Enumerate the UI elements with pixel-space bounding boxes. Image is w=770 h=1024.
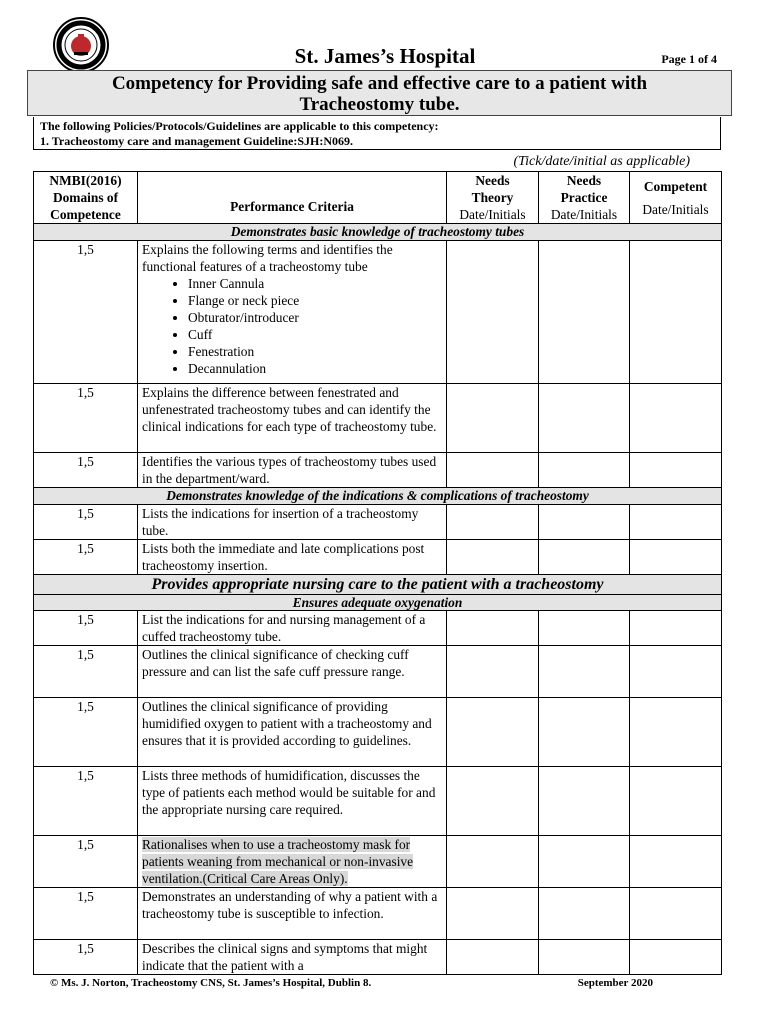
theory-cell[interactable] — [447, 453, 539, 488]
practice-cell[interactable] — [539, 384, 630, 453]
practice-cell[interactable] — [539, 611, 630, 646]
competent-cell[interactable] — [630, 241, 722, 384]
theory-cell[interactable] — [447, 540, 539, 575]
table-row — [34, 540, 722, 575]
practice-cell[interactable] — [539, 505, 630, 540]
practice-cell[interactable] — [539, 836, 630, 888]
header-domain-line: Competence — [50, 207, 121, 222]
header-domain — [34, 172, 138, 224]
table-row — [34, 767, 722, 836]
page-number: Page 1 of 4 — [661, 52, 717, 66]
theory-cell[interactable] — [447, 698, 539, 767]
bullet-item: • Inner Cannula — [188, 275, 444, 292]
policy-box — [33, 117, 721, 150]
hospital-name: St. James’s Hospital — [294, 44, 476, 68]
bullet-item: • Cuff — [188, 326, 444, 343]
table-row — [34, 453, 722, 488]
theory-cell[interactable] — [447, 241, 539, 384]
header-competent-line: Date/Initials — [642, 201, 709, 217]
table-row — [34, 384, 722, 453]
header-domain-line: Domains of — [52, 190, 119, 205]
header-competent — [630, 172, 722, 224]
bullet-item: • Flange or neck piece — [188, 292, 444, 309]
competent-cell[interactable] — [630, 767, 722, 836]
table-row — [34, 836, 722, 888]
section-indications: Demonstrates knowledge of the indications & complications of tracheostomy — [34, 488, 722, 505]
domain-cell: 1,5 — [34, 540, 138, 575]
header-theory-line: Date/Initials — [459, 207, 526, 222]
table-row — [34, 698, 722, 767]
header-practice-line: Needs — [566, 173, 602, 188]
competency-table — [33, 171, 722, 975]
theory-cell[interactable] — [447, 767, 539, 836]
domain-cell: 1,5 — [34, 767, 138, 836]
header-theory-line: Needs — [475, 173, 510, 188]
title-line-1: Competency for Providing safe and effective care to a patient with — [111, 73, 648, 94]
table-row — [34, 888, 722, 940]
competent-cell[interactable] — [630, 453, 722, 488]
criteria-cell: Identifies the various types of tracheostomy tubes used in the department/ward. — [138, 453, 447, 488]
criteria-text: Explains the following terms and identifies the functional features of a tracheostomy tube — [142, 242, 393, 274]
domain-cell: 1,5 — [34, 940, 138, 975]
competent-cell[interactable] — [630, 611, 722, 646]
criteria-cell: Outlines the clinical significance of checking cuff pressure and can list the safe cuff pressure range. — [138, 646, 447, 698]
domain-cell: 1,5 — [34, 698, 138, 767]
section-row — [34, 224, 722, 241]
header-practice-line: Date/Initials — [550, 207, 618, 222]
domain-cell: 1,5 — [34, 241, 138, 384]
practice-cell[interactable] — [539, 540, 630, 575]
criteria-cell: Outlines the clinical significance of providing humidified oxygen to patient with a tracheostomy and ensures that it is provided according to guidelines. — [138, 698, 447, 767]
section-basic-knowledge: Demonstrates basic knowledge of tracheostomy tubes — [34, 224, 722, 241]
document-title — [27, 70, 732, 116]
subsection-oxygenation: Ensures adequate oxygenation — [34, 595, 722, 611]
title-line-2: Tracheostomy tube. — [299, 94, 460, 115]
practice-cell[interactable] — [539, 241, 630, 384]
table-row — [34, 505, 722, 540]
criteria-cell: List the indications for and nursing management of a cuffed tracheostomy tube. — [138, 611, 447, 646]
practice-cell[interactable] — [539, 646, 630, 698]
practice-cell[interactable] — [539, 453, 630, 488]
practice-cell[interactable] — [539, 698, 630, 767]
theory-cell[interactable] — [447, 940, 539, 975]
practice-cell[interactable] — [539, 767, 630, 836]
bullet-item: • Obturator/introducer — [188, 309, 444, 326]
header-domain-line: NMBI(2016) — [49, 173, 122, 188]
bullet-item: • Decannulation — [188, 360, 444, 377]
table-row — [34, 241, 722, 384]
domain-cell: 1,5 — [34, 836, 138, 888]
header-criteria: Performance Criteria — [138, 172, 447, 224]
domain-cell: 1,5 — [34, 888, 138, 940]
policy-line-2: 1. Tracheostomy care and management Guideline:SJH:N069. — [40, 134, 353, 148]
domain-cell: 1,5 — [34, 611, 138, 646]
header-competent-line: Competent — [643, 178, 708, 194]
criteria-cell: Lists both the immediate and late complications post tracheostomy insertion. — [138, 540, 447, 575]
criteria-bullet-list — [142, 275, 444, 377]
theory-cell[interactable] — [447, 611, 539, 646]
table-header-row — [34, 172, 722, 224]
header-practice — [539, 172, 630, 224]
criteria-cell: Lists the indications for insertion of a tracheostomy tube. — [138, 505, 447, 540]
header-theory-line: Theory — [471, 190, 514, 205]
competent-cell[interactable] — [630, 698, 722, 767]
criteria-cell — [138, 241, 447, 384]
theory-cell[interactable] — [447, 888, 539, 940]
domain-cell: 1,5 — [34, 646, 138, 698]
domain-cell: 1,5 — [34, 384, 138, 453]
table-row — [34, 611, 722, 646]
criteria-cell: Describes the clinical signs and symptoms that might indicate that the patient with a — [138, 940, 447, 975]
footer-date: September 2020 — [577, 977, 653, 989]
footer-author: © Ms. J. Norton, Tracheostomy CNS, St. James’s Hospital, Dublin 8. — [50, 977, 372, 989]
theory-cell[interactable] — [447, 646, 539, 698]
table-row — [34, 646, 722, 698]
criteria-cell — [138, 836, 447, 888]
practice-cell[interactable] — [539, 940, 630, 975]
subsection-row — [34, 595, 722, 611]
competent-cell[interactable] — [630, 646, 722, 698]
criteria-cell: Lists three methods of humidification, discusses the type of patients each method would be suitable for and the appropriate nursing care required. — [138, 767, 447, 836]
competent-cell[interactable] — [630, 940, 722, 975]
domain-cell: 1,5 — [34, 453, 138, 488]
bullet-item: • Fenestration — [188, 343, 444, 360]
domain-cell: 1,5 — [34, 505, 138, 540]
practice-cell[interactable] — [539, 888, 630, 940]
header-theory — [447, 172, 539, 224]
highlighted-criteria-text: Rationalises when to use a tracheostomy mask for patients weaning from mechanical or non-invasive ventilation.(Critical Care Areas Only). — [142, 837, 414, 886]
competent-cell[interactable] — [630, 540, 722, 575]
theory-cell[interactable] — [447, 836, 539, 888]
table-row — [34, 940, 722, 975]
section-row — [34, 488, 722, 505]
theory-cell[interactable] — [447, 505, 539, 540]
criteria-cell: Explains the difference between fenestrated and unfenestrated tracheostomy tubes and can identify the clinical indications for each type of tracheostomy tube. — [138, 384, 447, 453]
competent-cell[interactable] — [630, 836, 722, 888]
theory-cell[interactable] — [447, 384, 539, 453]
competent-cell[interactable] — [630, 505, 722, 540]
criteria-cell: Demonstrates an understanding of why a patient with a tracheostomy tube is susceptible to infection. — [138, 888, 447, 940]
section-row — [34, 575, 722, 595]
competent-cell[interactable] — [630, 888, 722, 940]
header-practice-line: Practice — [560, 190, 608, 205]
tick-note: (Tick/date/initial as applicable) — [513, 154, 690, 169]
section-nursing-care: Provides appropriate nursing care to the patient with a tracheostomy — [34, 575, 722, 595]
policy-line-1: The following Policies/Protocols/Guidelines are applicable to this competency: — [40, 119, 439, 133]
competent-cell[interactable] — [630, 384, 722, 453]
